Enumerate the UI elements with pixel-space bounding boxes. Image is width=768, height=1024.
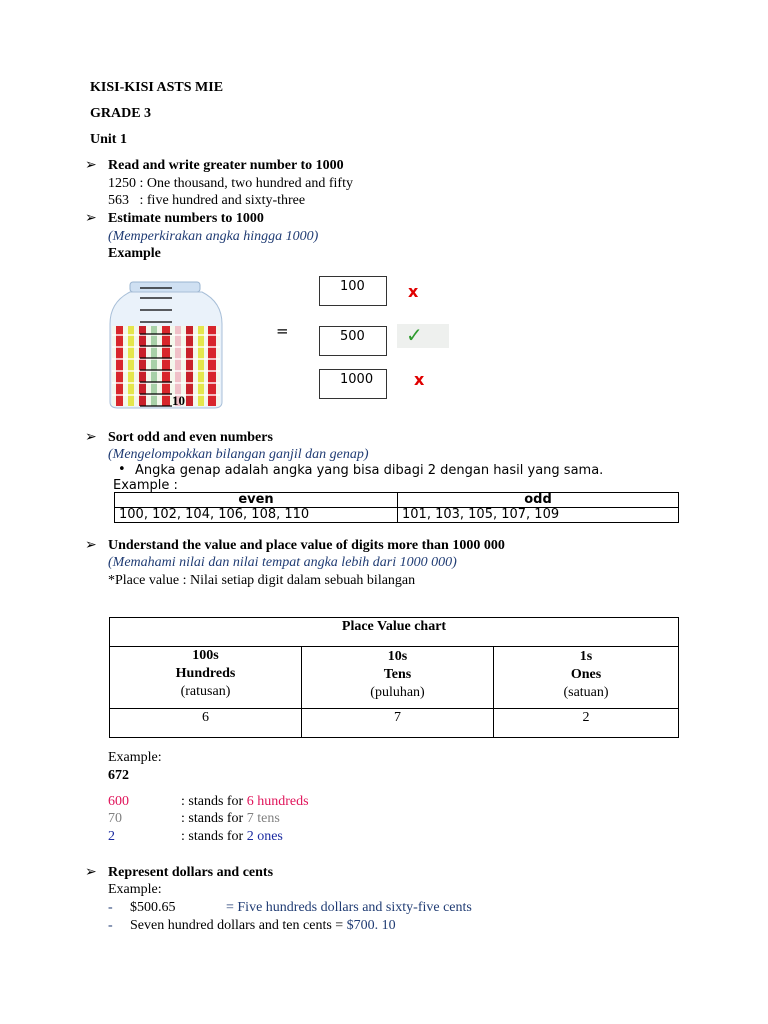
equals-sign: = [276,322,289,340]
place-value-note: *Place value : Nilai setiap digit dalam sebuah bilangan [108,573,416,588]
bullet-arrow-icon: ➢ [85,429,97,445]
rule-note: Angka genap adalah angka yang bisa dibagi 2 dengan hasil yang sama. [135,463,604,478]
chart-header-row [110,647,679,709]
dash-marker: - [108,900,113,915]
section-subtitle: (Memperkirakan angka hingga 1000) [108,229,319,244]
odd-header: odd [398,493,679,508]
section-heading: Sort odd and even numbers [108,430,273,445]
even-numbers-cell: 100, 102, 104, 106, 108, 110 [115,508,398,523]
correct-mark-background [397,324,449,348]
check-mark-icon: ✓ [406,323,423,347]
example-label: Example: [108,750,162,765]
bullet-arrow-icon: ➢ [85,537,97,553]
tens-value: 70 [108,811,122,826]
dollar-amount: $500.65 [130,900,176,915]
example-number: 563 [108,193,129,208]
estimate-option-box: 500 [319,326,387,356]
wrong-mark-icon: x [414,370,425,389]
wrong-mark-icon: x [408,282,419,301]
section-heading: Read and write greater number to 1000 [108,158,344,173]
tens-explanation: : stands for 7 tens [181,811,280,826]
tens-column-header: 10s Tens (puluhan) [302,647,494,709]
place-value-chart [109,617,679,738]
even-odd-table [114,492,679,523]
dash-marker: - [108,918,113,933]
candy-jar-image [104,280,228,412]
unit-label: Unit 1 [90,132,127,147]
bullet-arrow-icon: ➢ [85,210,97,226]
table-row [110,709,679,738]
estimate-option-box: 100 [319,276,387,306]
section-subtitle: (Memahami nilai dan nilai tempat angka lebih dari 1000 000) [108,555,457,570]
example-label: Example : [113,478,178,493]
bullet-dot-icon: • [118,462,126,477]
ones-value: 2 [108,829,115,844]
ones-digit: 2 [494,709,679,738]
table-header-row [115,493,679,508]
hundreds-explanation: : stands for 6 hundreds [181,794,309,809]
section-subtitle: (Mengelompokkan bilangan ganjil dan genap) [108,447,369,462]
bullet-arrow-icon: ➢ [85,864,97,880]
ones-column-header: 1s Ones (satuan) [494,647,679,709]
jar-scale-label: 10 [172,393,185,408]
section-heading: Estimate numbers to 1000 [108,211,264,226]
chart-title: Place Value chart [110,618,679,647]
estimate-option-box: 1000 [319,369,387,399]
odd-numbers-cell: 101, 103, 105, 107, 109 [398,508,679,523]
even-header: even [115,493,398,508]
hundreds-value: 600 [108,794,129,809]
example-label: Example: [108,882,162,897]
document-title: KISI-KISI ASTS MIE [90,80,224,95]
hundreds-digit: 6 [110,709,302,738]
dollar-words-line: Seven hundred dollars and ten cents = $700. 10 [130,918,396,933]
section-heading: Represent dollars and cents [108,865,274,880]
example-line [108,193,305,209]
ones-explanation: : stands for 2 ones [181,829,283,844]
section-heading: Understand the value and place value of digits more than 1000 000 [108,538,505,553]
table-row [115,508,679,523]
dollar-amount-words: = Five hundreds dollars and sixty-five cents [226,900,472,915]
tens-digit: 7 [302,709,494,738]
example-number: 672 [108,768,129,783]
chart-title-row [110,618,679,647]
bullet-arrow-icon: ➢ [85,157,97,173]
grade-label: GRADE 3 [90,106,152,121]
example-label: Example [108,246,161,261]
example-words: : five hundred and sixty-three [139,193,306,208]
example-line: 1250 : One thousand, two hundred and fifty [108,176,353,191]
hundreds-column-header: 100s Hundreds (ratusan) [110,647,302,709]
